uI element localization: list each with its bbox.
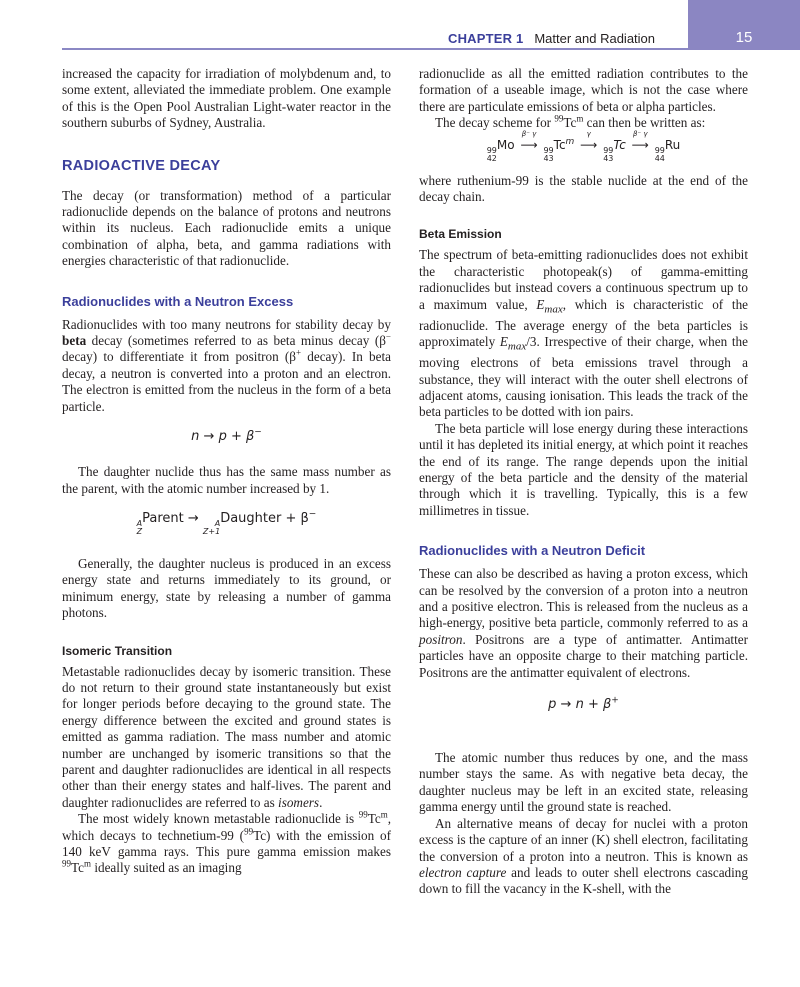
decay-paragraph: The decay (or transformation) method of a particular radionuclide depends on the balance of protons and neutrons within its nucleus. Each radionuclide emits a unique combination of alpha, beta, and gamma radiations with energies characteristic of that radionuclide. [62, 187, 391, 269]
header-rule [62, 48, 688, 50]
isomeric-paragraph: Metastable radionuclides decay by isomeric transition. These do not return to their ground state instantaneously but exist for longer periods before decaying to the ground state. The energy difference between the excited and ground states is emitted as gamma radiation. The mass number and atomic number are unchanged by isomeric transitions so that the parent and daughter radionuclides are identical in all respects other than their energy states and half-lives. The parent and daughter radionuclides are referred to as isomers. [62, 663, 391, 810]
section-heading-radioactive-decay: RADIOACTIVE DECAY [62, 157, 221, 174]
beta-range-paragraph: The beta particle will lose energy during these interactions until it has depleted its initial energy, at which point it reaches the end of its range. The range depends upon the initial energy of the beta particle and the density of the material through which it is travelling. Typically, this is a few millimetres in tissue. [419, 420, 748, 518]
subheading-neutron-deficit: Radionuclides with a Neutron Deficit [419, 543, 646, 559]
intro-paragraph: increased the capacity for irradiation of molybdenum and, to some extent, alleviated the immediate problem. One example of this is the Open Pool Australian Light-water reactor in the southern suburbs of Sydney, Australia. [62, 66, 391, 131]
beta-emission-paragraph: The spectrum of beta-emitting radionuclides does not exhibit the characteristic photopeak(s) of gamma-emitting radionuclides but instead covers a continuous spectrum up to a maximum value, $E_{max}$, which is characteristic of the radionuclide. The average energy of the beta particles is approximately $E_{max}/3$. Irrespective of their charge, when the moving electrons of beta emissions travel through a substance, they will interact with the outer shell electrons of adjacent atoms, causing ionisation. This leads the track of the beta particles to be dotted with ion pairs. [419, 247, 749, 420]
decay-scheme-intro: The decay scheme for $^{99}$Tc$^m$ can then be written as: [435, 113, 706, 131]
positron-equation: p → n + β+ [548, 695, 619, 713]
left-column [62, 66, 391, 877]
right-column [419, 66, 748, 898]
ruthenium-paragraph: where ruthenium-99 is the stable nuclide at the end of the decay chain. [419, 172, 748, 205]
electron-capture-paragraph: An alternative means of decay for nuclei with a proton excess is the capture of an inner (K) shell electron, facilitating the conversion of a proton into a neutron. This is known as electron capture and leads to outer shell electrons cascading down to fill the vacancy in the K-shell, with the [419, 815, 748, 897]
neutron-deficit-paragraph: These can also be described as having a proton excess, which can be resolved by the conversion of a proton into a neutron and a positive electron. This is released from the nucleus as a high-energy, positive beta particle, commonly referred to as a positron. Positrons are a type of antimatter. Antimatter particles have an opposite charge to their matching particle. Positrons are the antimatter equivalent of electrons. [419, 566, 748, 680]
atomic-number-paragraph: The atomic number thus reduces by one, and the mass number stays the same. As with negative beta decay, the daughter nucleus may be left in an excited state, releasing gamma energy until the ground state is reached. [419, 750, 748, 815]
chapter-label: CHAPTER 1 [448, 31, 524, 46]
page-number: 15 [735, 29, 753, 46]
gamma-release-paragraph: Generally, the daughter nucleus is produced in an excess energy state and returns immediately to its ground, or minimum energy, state by releasing a number of gamma photons. [62, 555, 391, 621]
chapter-title: Matter and Radiation [534, 31, 656, 46]
subheading-neutron-excess: Radionuclides with a Neutron Excess [62, 293, 294, 309]
neutron-excess-paragraph: Radionuclides with too many neutrons for stability decay by beta decay (sometimes referred to as beta minus decay (β− decay) to differentiate it from positron (β+ decay). In beta decay, a neutron is converted into a proton and an electron. The electron is emitted from the nucleus in the form of a beta particle. [62, 316, 391, 414]
page-number-tab [688, 0, 800, 50]
parent-daughter-equation: A Z Parent → A Z+1 Daughter + β− [136, 509, 317, 536]
running-header [448, 31, 655, 46]
continuation-paragraph: radionuclide as all the emitted radiation contributes to the formation of a useable image, which is not the case where there are particulate emissions of beta or alpha particles. [419, 66, 748, 114]
subheading-beta-emission: Beta Emission [419, 227, 502, 242]
beta-minus-equation: n → p + β− [191, 427, 262, 445]
subheading-isomeric-transition: Isomeric Transition [62, 643, 173, 658]
decay-scheme-equation: 99 42 Mo β⁻ γ ⟶ 99 43 Tc$^m$ γ ⟶ 99 43 Tc β⁻ γ ⟶ 99 44 Ru [486, 129, 681, 163]
technetium-paragraph: The most widely known metastable radionuclide is $^{99}$Tc$^m$, which decays to technetium-99 ($^{99}$Tc) with the emission of 140 keV gamma rays. This pure gamma emission makes $^{99}$Tc$^m$ ideally suited as an imaging [62, 809, 391, 876]
daughter-paragraph: The daughter nuclide thus has the same mass number as the parent, with the atomic number increased by 1. [62, 464, 391, 496]
